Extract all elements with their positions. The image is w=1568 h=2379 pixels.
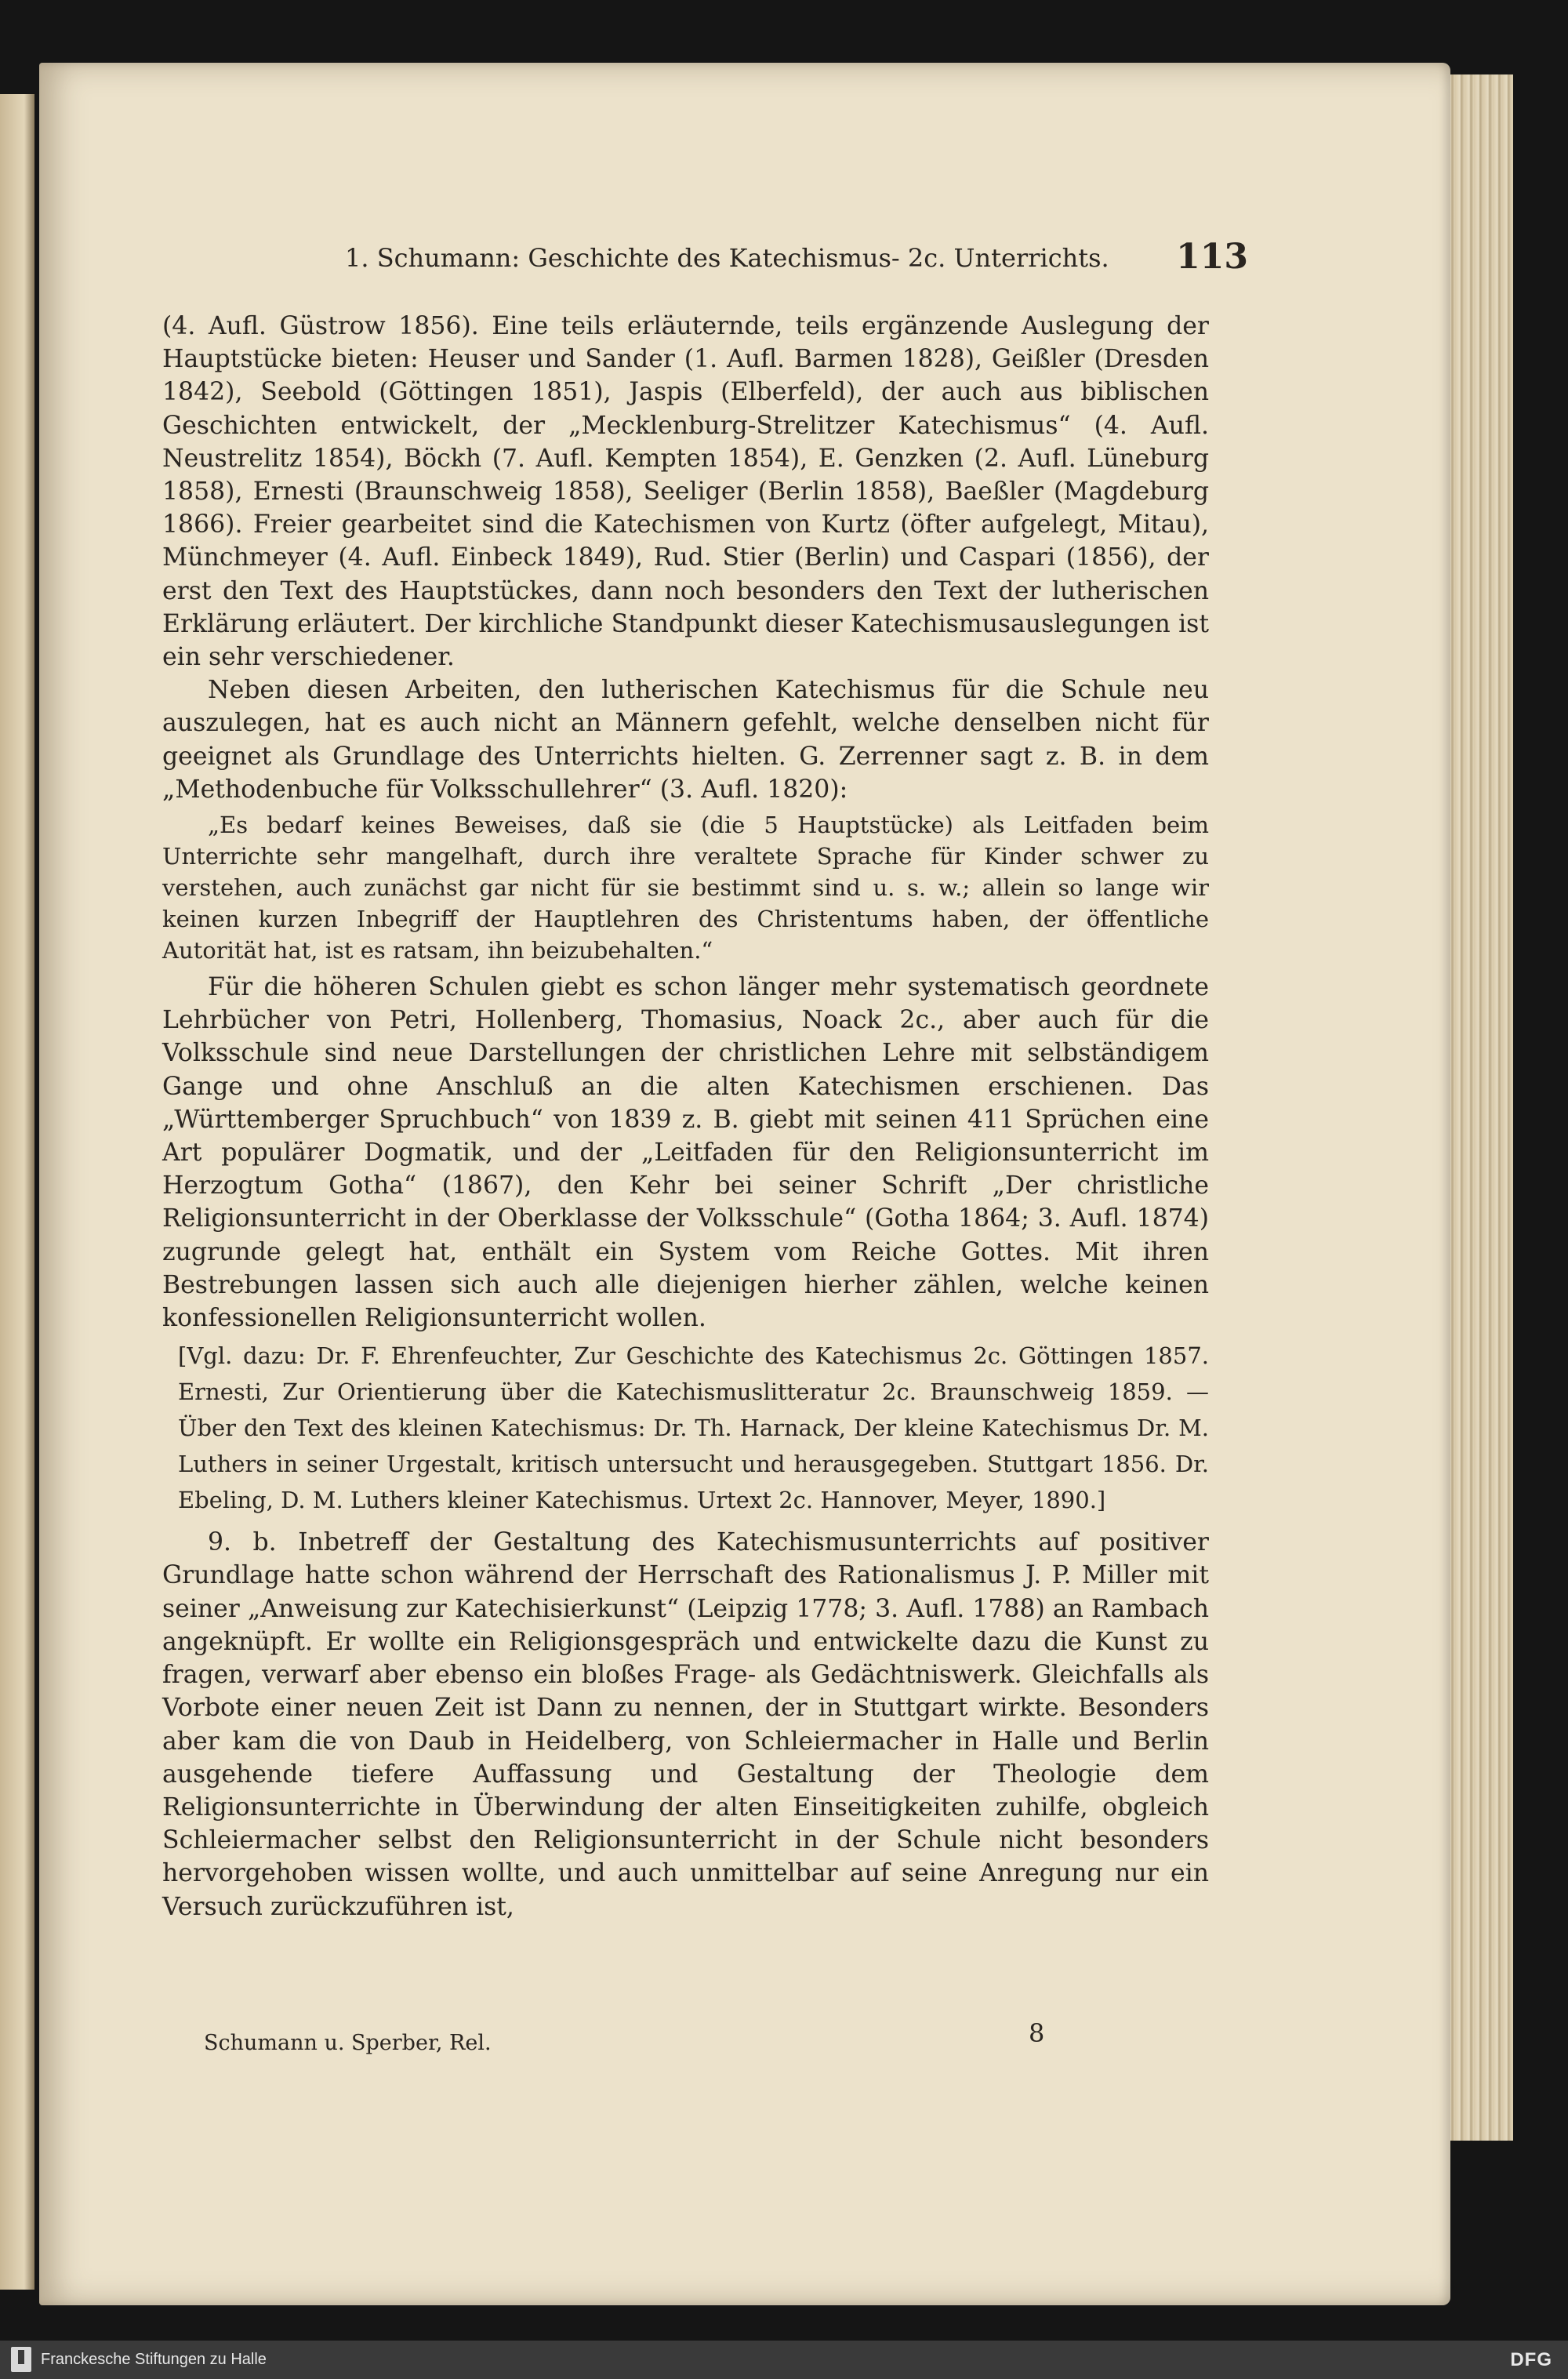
header-title: 1. Schumann: Geschichte des Katechismus- 2c. Unterrichts.	[345, 243, 1109, 273]
institution-name: Franckesche Stiftungen zu Halle	[41, 2351, 267, 2368]
running-header	[204, 237, 1248, 284]
dfg-logo: DFG	[1510, 2349, 1552, 2370]
quote-zerrenner: „Es bedarf keines Beweises, daß sie (die 5 Hauptstücke) als Leitfaden beim Unterrichte sehr mangelhaft, durch ihre veraltete Sprache für Kinder schwer zu verstehen, auch zunächst gar nicht für sie bestimmt sind u. s. w.; allein so lange wir keinen kurzen Inbegriff der Hauptlehren des Christentums haben, der öffentliche Autorität hat, ist es ratsam, ihn beizubehalten.“	[162, 812, 1209, 964]
institution-logo-icon	[11, 2347, 31, 2372]
page-number: 113	[1176, 237, 1248, 277]
paragraph-section-9b: 9. b. Inbetreff der Gestaltung des Katechismusunterrichts auf positiver Grundlage hatte schon während der Herrschaft des Rationalismus J. P. Miller mit seiner „Anweisung zur Katechisierkunst“ (Leipzig 1778; 3. Aufl. 1788) an Rambach angeknüpft. Er wollte ein Religionsgespräch und entwickelte dazu die Kunst zu fragen, verwarf aber ebenso ein bloßes Frage- als Gedächtniswerk. Gleichfalls als Vorbote einer neuen Zeit ist Dann zu nennen, der in Stuttgart wirkte. Besonders aber kam die von Daub in Heidelberg, von Schleiermacher in Halle und Berlin ausgehende tiefere Auffassung und Gestaltung der Theologie dem Religionsunterrichte in Überwindung der alten Einseitigkeiten zuhilfe, obgleich Schleiermacher selbst den Religionsunterricht in der Schule nicht besonders hervorgehoben wissen wollte, und auch unmittelbar auf seine Anregung nur ein Versuch zurückzuführen ist,	[162, 1528, 1209, 1921]
facing-page-edge	[0, 94, 34, 2290]
viewer-footer	[0, 2341, 1568, 2379]
paragraph-catechism-expositions: (4. Aufl. Güstrow 1856). Eine teils erläuternde, teils ergänzende Auslegung der Hauptstücke bieten: Heuser und Sander (1. Aufl. Barmen 1828), Geißler (Dresden 1842), Seebold (Göttingen 1851), Jaspis (Elberfeld), der auch aus biblischen Geschichten entwickelt, der „Mecklenburg-Strelitzer Katechismus“ (4. Aufl. Neustrelitz 1854), Böckh (7. Aufl. Kempten 1854), E. Genzken (2. Aufl. Lüneburg 1858), Ernesti (Braunschweig 1858), Seeliger (Berlin 1858), Baeßler (Magdeburg 1866). Freier gearbeitet sind die Katechismen von Kurtz (öfter aufgelegt, Mitau), Münchmeyer (4. Aufl. Einbeck 1849), Rud. Stier (Berlin) und Caspari (1856), der erst den Text des Hauptstückes, dann noch besonders den Text der lutherischen Erklärung erläutert. Der kirchliche Standpunkt dieser Katechismusauslegungen ist ein sehr verschiedener.	[162, 312, 1209, 672]
bibliographic-note: [Vgl. dazu: Dr. F. Ehrenfeuchter, Zur Geschichte des Katechismus 2c. Göttingen 1857. Ernesti, Zur Orientierung über die Katechismuslitteratur 2c. Braunschweig 1859. — Über den Text des kleinen Katechismus: Dr. Th. Harnack, Der kleine Katechismus Dr. M. Luthers in seiner Urgestalt, kritisch untersucht und herausgegeben. Stuttgart 1856. Dr. Ebeling, D. M. Luthers kleiner Katechismus. Urtext 2c. Hannover, Meyer, 1890.]	[178, 1342, 1209, 1514]
paragraph-higher-schools: Für die höheren Schulen giebt es schon länger mehr systematisch geordnete Lehrbücher von Petri, Hollenberg, Thomasius, Noack 2c., aber auch für die Volksschule sind neue Darstellungen der christlichen Lehre mit selbständigem Gange und ohne Anschluß an die alten Katechismen erschienen. Das „Württemberger Spruchbuch“ von 1839 z. B. giebt mit seinen 411 Sprüchen eine Art populärer Dogmatik, und der „Leitfaden für den Religionsunterricht im Herzogtum Gotha“ (1867), den Kehr bei seiner Schrift „Der christliche Religionsunterricht in der Oberklasse der Volksschule“ (Gotha 1864; 3. Aufl. 1874) zugrunde gelegt hat, enthält ein System vom Reiche Gottes. Mit ihren Bestrebungen lassen sich auch alle diejenigen hierher zählen, welche keinen konfessionellen Religionsunterricht wollen.	[162, 973, 1209, 1333]
page-body	[162, 310, 1209, 1923]
sheet-signature: Schumann u. Sperber, Rel.	[204, 2031, 492, 2055]
paragraph-critics: Neben diesen Arbeiten, den lutherischen Katechismus für die Schule neu auszulegen, hat es auch nicht an Männern gefehlt, welche denselben nicht für geeignet als Grundlage des Unterrichts hielten. G. Zerrenner sagt z. B. in dem „Methodenbuche für Volksschullehrer“ (3. Aufl. 1820):	[162, 676, 1209, 804]
sheet-number: 8	[1029, 2018, 1045, 2048]
